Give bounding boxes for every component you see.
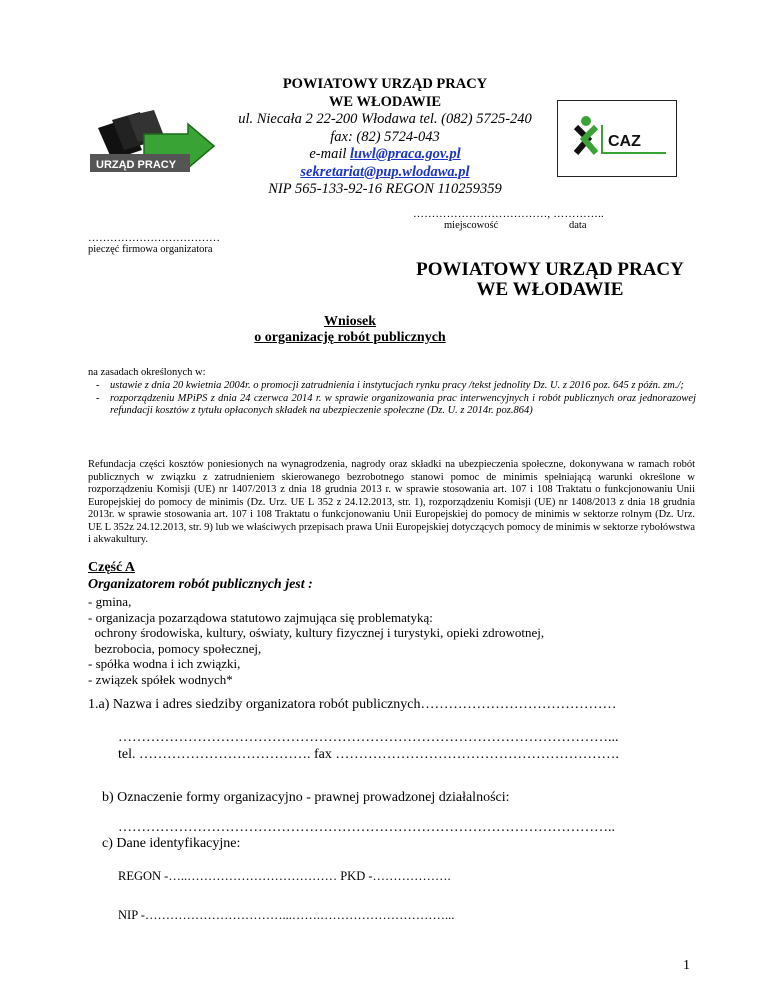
basis-intro: na zasadach określonych w: xyxy=(88,367,206,378)
list-item: - organizacja pozarządowa statutowo zajmująca się problematyką: xyxy=(88,609,433,625)
place-date-dots[interactable]: ………………………………, ………….. xyxy=(413,208,604,220)
urzad-pracy-logo-text: URZĄD PRACY xyxy=(96,159,177,171)
part-a-subheading: Organizatorem robót publicznych jest : xyxy=(88,577,313,592)
caz-logo-text: CAZ xyxy=(608,133,641,150)
field-regon-pkd[interactable]: REGON -…..……………………………… PKD -………………. xyxy=(118,869,451,883)
office-name-line2: WE WŁODAWIE xyxy=(328,93,442,110)
document-title-line2: o organizację robót publicznych xyxy=(254,330,446,345)
office-name-line1: POWIATOWY URZĄD PRACY xyxy=(282,76,488,92)
list-item: - związek spółek wodnych* xyxy=(88,671,233,687)
place-label: miejscowość xyxy=(444,220,499,231)
list-item: - rozporządzeniu MPiPS z dnia 24 czerwca 2014 r. w sprawie organizowania prac interwencyjnych i robót publicznych oraz jednorazowej refundacji kosztów z tytułu opłaconych składek na ubezpieczenie społeczne (Dz. U. z 2014r. poz.864) xyxy=(96,392,696,416)
legal-basis-2: rozporządzeniu MPiPS z dnia 24 czerwca 2014 r. w sprawie organizowania prac interwencyjnych i robót publicznych oraz jednorazowej refundacji kosztów z tytułu opłaconych składek na ubezpieczenie społeczne (Dz. U. z 2014r. poz.864) xyxy=(110,392,696,416)
email-label: e-mail xyxy=(309,146,351,162)
list-item: ochrony środowiska, kultury, oświaty, kultury fizycznej i turystyki, opieki zdrowotnej, xyxy=(88,625,545,640)
list-item: bezrobocia, pomocy społecznej, xyxy=(88,640,262,656)
stamp-label: pieczęć firmowa organizatora xyxy=(88,244,213,255)
recipient-line2: WE WŁODAWIE xyxy=(476,279,624,300)
legal-basis-1: ustawie z dnia 20 kwietnia 2004r. o promocji zatrudnienia i instytucjach rynku pracy /tekst jednolity Dz. U. z 2016 poz. 645 z późn. zm./; xyxy=(110,380,684,391)
field-tel-fax[interactable]: tel. ………………………………. fax ……………………………………………………. xyxy=(118,747,619,762)
list-item: - spółka wodna i ich związki, xyxy=(88,656,241,671)
email-link-2[interactable]: sekretariat@pup.wlodawa.pl xyxy=(300,163,470,180)
caz-logo xyxy=(557,100,677,177)
refund-paragraph: Refundacja części kosztów poniesionych na wynagrodzenia, nagrody oraz składki na ubezpieczenia społeczne, dokonywana w ramach robót publicznych w związku z zatrudnieniem skierowanego bezrobotnego stanowi pomoc de minimis spełniającą warunki określone w rozporządzeniu Komisji (UE) nr 1407/2013 z dnia 18 grudnia 2013 r. w sprawie stosowania art. 107 i 108 Traktatu o funkcjonowaniu Unii Europejskiej do pomocy de minimis (Dz. Urz. UE L 352 z 24.12.2013, str. 1), rozporządzeniu Komisji (UE) nr 1408/2013 z dnia 18 grudnia 2013r. w sprawie stosowania art. 107 i 108 Traktatu o funkcjonowaniu Unii Europejskiej do pomocy de minimis w sektorze rolnym (Dz. Urz. UE L 352z 24.12.2013, str. 9) lub we właściwych przepisach prawa Unii Europejskiej dotyczących pomocy de minimis w sektorze rybołówstwa i akwakultury. xyxy=(88,459,695,545)
office-header xyxy=(220,76,550,199)
office-address: ul. Niecała 2 22-200 Włodawa tel. (082) 5725-240 xyxy=(238,111,532,127)
document-title xyxy=(200,314,500,346)
urzad-pracy-logo xyxy=(88,110,216,176)
identification-data-label: c) Dane identyfikacyjne: xyxy=(102,836,241,851)
office-fax: fax: (82) 5724-043 xyxy=(330,128,440,145)
list-item: - gmina, xyxy=(88,594,132,609)
document-title-line1: Wniosek xyxy=(323,314,377,329)
list-item: - ustawie z dnia 20 kwietnia 2004r. o promocji zatrudnienia i instytucjach rynku pracy /tekst jednolity Dz. U. z 2016 poz. 645 z późn. zm./; xyxy=(96,380,696,393)
field-organizer-address[interactable]: ……………………………………………………………………………………………... xyxy=(118,730,619,745)
stamp-dots[interactable]: ……………………………… xyxy=(88,232,220,244)
page-number: 1 xyxy=(683,958,690,973)
field-legal-form-label: b) Oznaczenie formy organizacyjno - prawnej prowadzonej działalności: xyxy=(102,790,510,805)
nip-regon: NIP 565-133-92-16 REGON 110259359 xyxy=(268,181,502,197)
recipient-line1: POWIATOWY URZĄD PRACY xyxy=(416,259,684,280)
email-link-1[interactable]: luwl@praca.gov.pl xyxy=(350,146,461,162)
field-organizer-name[interactable]: 1.a) Nazwa i adres siedziby organizatora robót publicznych…………………………………… xyxy=(88,697,617,712)
part-a-heading: Część A xyxy=(88,560,136,575)
organizer-types xyxy=(88,594,544,687)
legal-basis-list xyxy=(96,380,696,418)
field-legal-form[interactable]: …………………………………………………………………………………………….. xyxy=(118,820,615,835)
date-label: data xyxy=(569,220,587,231)
recipient-title xyxy=(400,260,700,300)
field-nip[interactable]: NIP -……………………………...…….…………………………... xyxy=(118,908,455,922)
